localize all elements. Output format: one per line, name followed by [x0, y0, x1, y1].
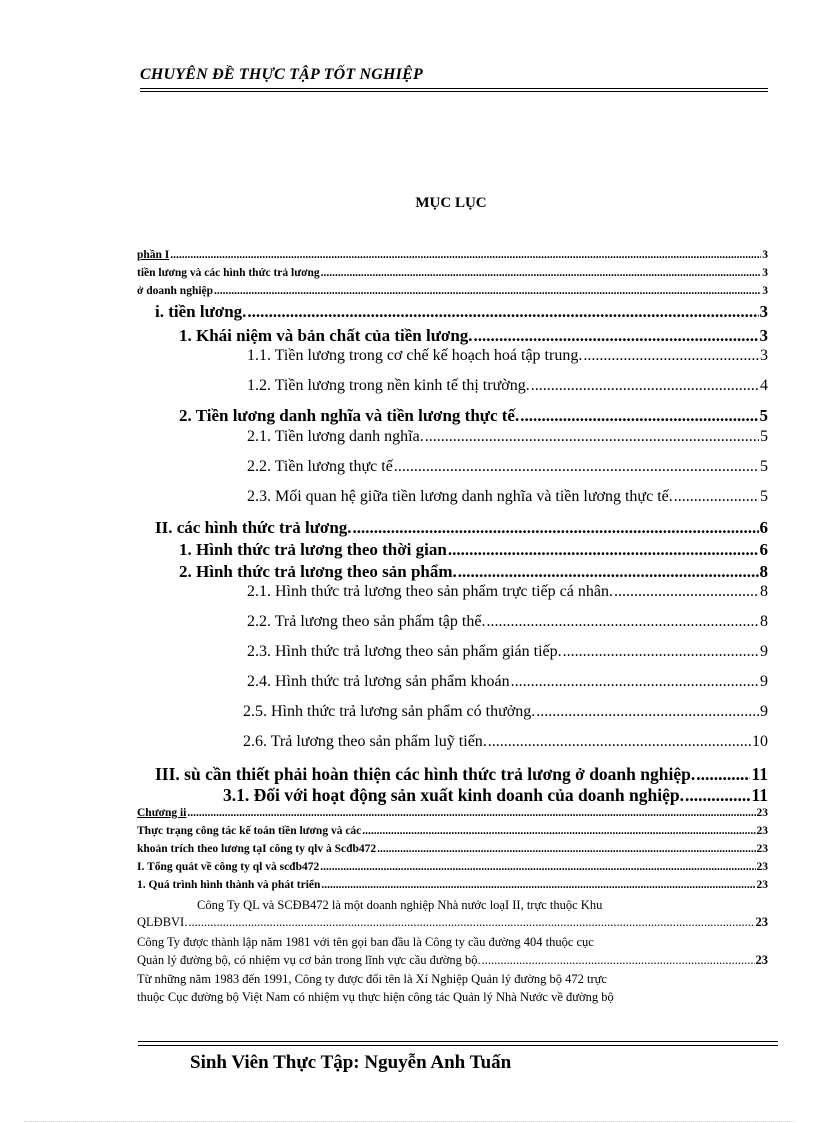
toc-entry-text: 2.1. Tiền lương danh nghĩa.: [247, 428, 424, 445]
toc-entry[interactable]: [223, 785, 768, 806]
toc-entry-page: 9: [760, 673, 768, 690]
toc-entry-text: phần I: [137, 249, 170, 261]
toc-entry-page: 23: [755, 953, 768, 967]
toc-entry-text: 2.2. Trả lương theo sản phẩm tập thể.: [247, 613, 486, 630]
toc-entry[interactable]: [247, 643, 768, 661]
paragraph-line: Công Ty được thành lập năm 1981 với tên gọi ban đầu là Công ty cầu đường 404 thuộc cục: [137, 935, 594, 949]
toc-entry[interactable]: [137, 825, 768, 837]
toc-entry-page: 8: [760, 583, 768, 600]
toc-entry-text: II. các hình thức trả lương.: [155, 518, 352, 537]
toc-entry[interactable]: [155, 518, 768, 538]
toc-entry[interactable]: [179, 562, 768, 582]
document-header-title: CHUYÊN ĐỀ THỰC TẬP TỐT NGHIỆP: [140, 66, 423, 83]
toc-entry-text: ở doanh nghiệp: [137, 285, 214, 297]
toc-entry-page: 6: [759, 518, 768, 537]
toc-entry-text: 3.1. Đối với hoạt động sản xuất kinh doanh của doanh nghiệp.: [223, 785, 684, 805]
toc-entry-text: Chương ii: [137, 807, 187, 819]
toc-entry[interactable]: [247, 347, 768, 365]
toc-entry-page: 6: [759, 540, 768, 559]
toc-entry[interactable]: [247, 428, 768, 446]
toc-entry-text: 1.2. Tiền lương trong nền kinh tế thị trường.: [247, 377, 530, 394]
toc-entry-text: 2.6. Trả lương theo sản phẩm luỹ tiến.: [243, 733, 487, 750]
toc-entry-text: 2.4. Hình thức trả lương sản phẩm khoán: [247, 673, 510, 690]
toc-entry-text: 1. Quá trình hình thành và phát triển: [137, 879, 321, 891]
toc-entry-text: 2.3. Mối quan hệ giữa tiền lương danh nghĩa và tiền lương thực tế.: [247, 488, 673, 505]
toc-entry[interactable]: [137, 861, 768, 873]
footer-student-name: Sinh Viên Thực Tập: Nguyễn Anh Tuấn: [190, 1052, 512, 1073]
toc-entry-page: 23: [756, 843, 768, 855]
toc-entry[interactable]: [247, 613, 768, 631]
paragraph-line: thuộc Cục đường bộ Việt Nam có nhiệm vụ thực hiện công tác Quản lý Nhà Nước về đường bộ: [137, 990, 614, 1004]
toc-entry-page: 3: [762, 285, 768, 297]
toc-entry-page: 23: [755, 915, 768, 929]
toc-entry[interactable]: [247, 377, 768, 395]
toc-entry-text: 2. Hình thức trả lương theo sản phẩm.: [179, 562, 457, 581]
toc-entry-page: 9: [760, 703, 768, 720]
toc-entry-page: 23: [756, 879, 768, 891]
toc-entry[interactable]: [137, 843, 768, 855]
toc-entry[interactable]: [243, 733, 768, 751]
toc-entry[interactable]: [247, 458, 768, 476]
toc-entry-page: 8: [760, 613, 768, 630]
header-rule-thin: [140, 88, 768, 89]
toc-entry-text: 2.3. Hình thức trả lương theo sản phẩm gián tiếp.: [247, 643, 562, 660]
toc-entry-text: I. Tổng quát về công ty ql và scđb472: [137, 861, 320, 873]
footer-rule-bottom: [138, 1045, 778, 1046]
toc-entry-text: III. sù cần thiết phải hoàn thiện các hình thức trả lương ở doanh nghiệp.: [155, 764, 696, 784]
toc-entry-page: 23: [756, 861, 768, 873]
toc-entry[interactable]: [137, 807, 768, 819]
footer-rule-top: [138, 1041, 778, 1042]
toc-entry-page: 5: [759, 406, 768, 425]
toc-entry[interactable]: [137, 879, 768, 891]
paragraph-line: Quản lý đường bộ, có nhiệm vụ cơ bản trong lĩnh vực cầu đường bộ.: [137, 953, 481, 967]
toc-entry-text: i. tiền lương.: [155, 302, 247, 321]
toc-entry[interactable]: [155, 302, 768, 322]
toc-entry-text: Thực trạng công tác kế toán tiền lương và các: [137, 825, 362, 837]
toc-entry-page: 3: [762, 267, 768, 279]
toc-entry-page: 5: [760, 428, 768, 445]
toc-entry-page: 8: [759, 562, 768, 581]
toc-entry-page: 3: [759, 302, 768, 321]
toc-entry-page: 5: [760, 458, 768, 475]
toc-entry-page: 3: [760, 347, 768, 364]
paragraph-line: QLĐBVI.: [137, 915, 188, 929]
toc-entry-text: khoản trích theo lương tạI công ty qlv à Scđb472: [137, 843, 377, 855]
toc-entry-text: tiền lương và các hình thức trả lương: [137, 267, 320, 279]
toc-entry-page: 9: [760, 643, 768, 660]
toc-entry[interactable]: [243, 703, 768, 721]
toc-entry[interactable]: [179, 326, 768, 346]
toc-entry-page: 5: [760, 488, 768, 505]
header-rule-thick: [140, 91, 768, 92]
toc-entry[interactable]: [137, 285, 768, 297]
paragraph-entry[interactable]: [137, 953, 768, 968]
toc-entry-page: 3: [762, 249, 768, 261]
toc-entry[interactable]: [247, 488, 768, 506]
toc-entry[interactable]: [247, 673, 768, 691]
page-bottom-dotted-rule: [24, 1121, 794, 1122]
toc-entry-page: 3: [759, 326, 768, 345]
toc-entry-text: 2.1. Hình thức trả lương theo sản phẩm trực tiếp cá nhân.: [247, 583, 613, 600]
toc-entry[interactable]: [137, 267, 768, 279]
toc-entry-page: 11: [751, 785, 768, 805]
toc-entry-text: 1. Hình thức trả lương theo thời gian: [179, 540, 447, 559]
toc-entry-page: 23: [756, 807, 768, 819]
paragraph-line: Từ những năm 1983 đến 1991, Công ty được đổi tên là Xí Nghiệp Quản lý đường bộ 472 trực: [137, 972, 607, 986]
toc-entry-text: 2.2. Tiền lương thực tế: [247, 458, 393, 475]
toc-entry-page: 10: [752, 733, 768, 750]
toc-entry-page: 23: [756, 825, 768, 837]
toc-entry-text: 2.5. Hình thức trả lương sản phẩm có thưởng.: [243, 703, 536, 720]
toc-entry-page: 11: [751, 764, 768, 784]
toc-entry-text: 1.1. Tiền lương trong cơ chế kế hoạch hoá tập trung.: [247, 347, 583, 364]
toc-entry[interactable]: [137, 249, 768, 261]
paragraph-entry[interactable]: [137, 915, 768, 930]
toc-entry[interactable]: [155, 764, 768, 785]
toc-title: MỤC LỤC: [415, 195, 487, 211]
toc-entry-text: 2. Tiền lương danh nghĩa và tiền lương thực tế.: [179, 406, 520, 425]
toc-entry[interactable]: [179, 540, 768, 560]
toc-entry-text: 1. Khái niệm và bản chất của tiền lương.: [179, 326, 473, 345]
toc-entry[interactable]: [179, 406, 768, 426]
toc-entry-page: 4: [760, 377, 768, 394]
toc-entry[interactable]: [247, 583, 768, 601]
paragraph-line: Công Ty QL và SCĐB472 là một doanh nghiệp Nhà nước loạI II, trực thuộc Khu: [197, 898, 603, 912]
